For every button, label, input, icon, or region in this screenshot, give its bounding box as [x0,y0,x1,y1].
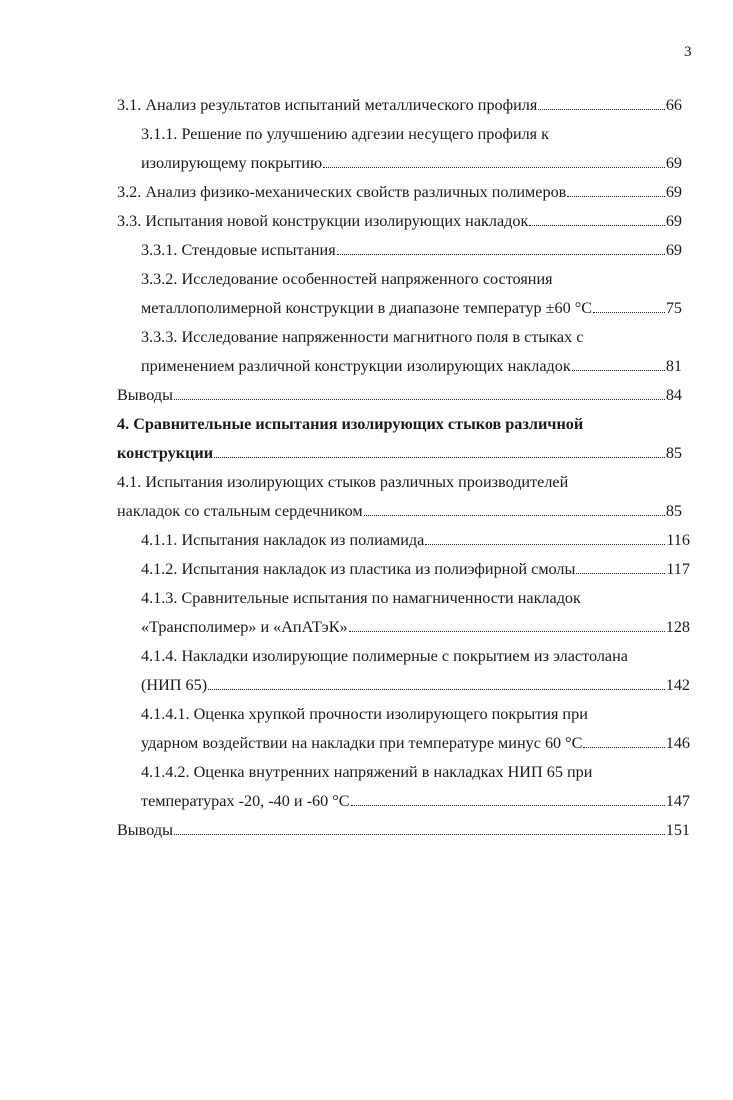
toc-entry-page: 85 [665,502,682,520]
toc-entry-3-3-1 [141,237,682,263]
toc-entry-4-1-4 [141,643,690,669]
toc-entry-page: 85 [665,444,682,462]
toc-entry-page: 69 [665,154,682,172]
toc-entry-page: 69 [665,212,682,230]
toc-entry-conclusions-3 [117,382,682,408]
toc-entry-4-1 [117,469,682,495]
toc-entry-page: 66 [665,96,682,114]
toc-entry-3-2 [117,179,682,205]
toc-entry-text: 4.1. Испытания изолирующих стыков различных производителей [117,473,569,491]
toc-entry-text: 3.1.1. Решение по улучшению адгезии несущего профиля к [141,125,550,143]
toc-entry-text: (НИП 65) [141,676,208,694]
toc-entry-text: металлополимерной конструкции в диапазоне температур ±60 °С [141,299,593,317]
toc-entry-3-1-1-cont [141,150,682,176]
dot-leader [364,514,665,516]
toc-entry-text: 4.1.1. Испытания накладок из полиамида [141,531,425,549]
toc-entry-text: ударном воздействии на накладки при температуре минус 60 °С [141,734,583,752]
toc-entry-page: 81 [665,357,682,375]
toc-entry-4-1-3-cont [141,614,690,640]
toc-entry-3-1 [117,92,682,118]
toc-entry-page: 69 [665,241,682,259]
toc-chapter-4 [117,411,682,437]
toc-entry-3-3 [117,208,682,234]
toc-entry-page: 128 [665,618,690,636]
dot-leader [174,398,665,400]
toc-entry-text: «Трансполимер» и «АпАТэК» [141,618,348,636]
dot-leader [174,833,665,835]
toc-entry-text: 4.1.3. Сравнительные испытания по намагниченности накладок [141,589,581,607]
toc-entry-text: изолирующему покрытию [141,154,323,172]
toc-entry-page: 147 [665,792,690,810]
dot-leader [425,543,665,545]
toc-entry-text: 3.1. Анализ результатов испытаний металлического профиля [117,96,538,114]
dot-leader [583,746,664,748]
toc-entry-text: 4.1.4.1. Оценка хрупкой прочности изолирующего покрытия при [141,705,588,723]
toc-chapter-4-cont [117,440,682,466]
toc-entry-3-3-3-cont [141,353,682,379]
toc-entry-4-1-4-2-cont [141,788,690,814]
dot-leader [214,456,665,458]
toc-entry-4-1-4-cont [141,672,690,698]
toc-entry-4-1-3 [141,585,690,611]
toc-entry-text: 3.3.3. Исследование напряженности магнитного поля в стыках с [141,328,584,346]
dot-leader [529,224,664,226]
toc-entry-4-1-2 [141,556,690,582]
toc-entry-text: Выводы [117,386,173,404]
dot-leader [208,688,665,690]
toc-entry-text: 4. Сравнительные испытания изолирующих стыков различной [117,415,584,433]
dot-leader [323,166,665,168]
dot-leader [349,630,665,632]
toc-entry-4-1-cont [117,498,682,524]
dot-leader [576,572,665,574]
dot-leader [538,108,665,110]
dot-leader [593,311,665,313]
toc-entry-4-1-4-1 [141,701,690,727]
toc-entry-page: 142 [665,676,690,694]
toc-entry-page: 146 [665,734,690,752]
toc-entry-page: 69 [665,183,682,201]
toc-entry-page: 116 [666,531,690,549]
toc-entry-text: Выводы [117,821,173,839]
toc-entry-4-1-4-2 [141,759,690,785]
toc-entry-text: 4.1.4.2. Оценка внутренних напряжений в накладках НИП 65 при [141,763,593,781]
dot-leader [572,369,665,371]
toc-entry-4-1-4-1-cont [141,730,690,756]
toc-entry-3-3-2 [141,266,682,292]
toc-entry-text: 3.3.2. Исследование особенностей напряженного состояния [141,270,553,288]
dot-leader [337,253,665,255]
toc-entry-text: 4.1.2. Испытания накладок из пластика из полиэфирной смолы [141,560,576,578]
toc-entry-3-3-2-cont [141,295,682,321]
dot-leader [351,804,665,806]
toc-entry-text: применением различной конструкции изолирующих накладок [141,357,571,375]
toc-entry-text: накладок со стальным сердечником [117,502,363,520]
toc-entry-page: 151 [665,821,690,839]
toc-entry-text: температурах -20, -40 и -60 °С [141,792,350,810]
toc-entry-text: 3.3. Испытания новой конструкции изолирующих накладок [117,212,529,230]
dot-leader [567,195,664,197]
toc-entry-3-3-3 [141,324,682,350]
toc-entry-text: 3.2. Анализ физико-механических свойств различных полимеров [117,183,567,201]
toc-entry-page: 75 [665,299,682,317]
toc-entry-text: 3.3.1. Стендовые испытания [141,241,336,259]
toc-entry-text: 4.1.4. Накладки изолирующие полимерные с покрытием из эластолана [141,647,628,665]
toc-entry-text: конструкции [117,444,214,462]
toc-entry-page: 84 [665,386,682,404]
toc-entry-conclusions-4 [117,817,690,843]
page-number: 3 [684,44,692,60]
toc-entry-page: 117 [666,560,690,578]
toc-entry-4-1-1 [141,527,690,553]
toc-entry-3-1-1 [141,121,682,147]
